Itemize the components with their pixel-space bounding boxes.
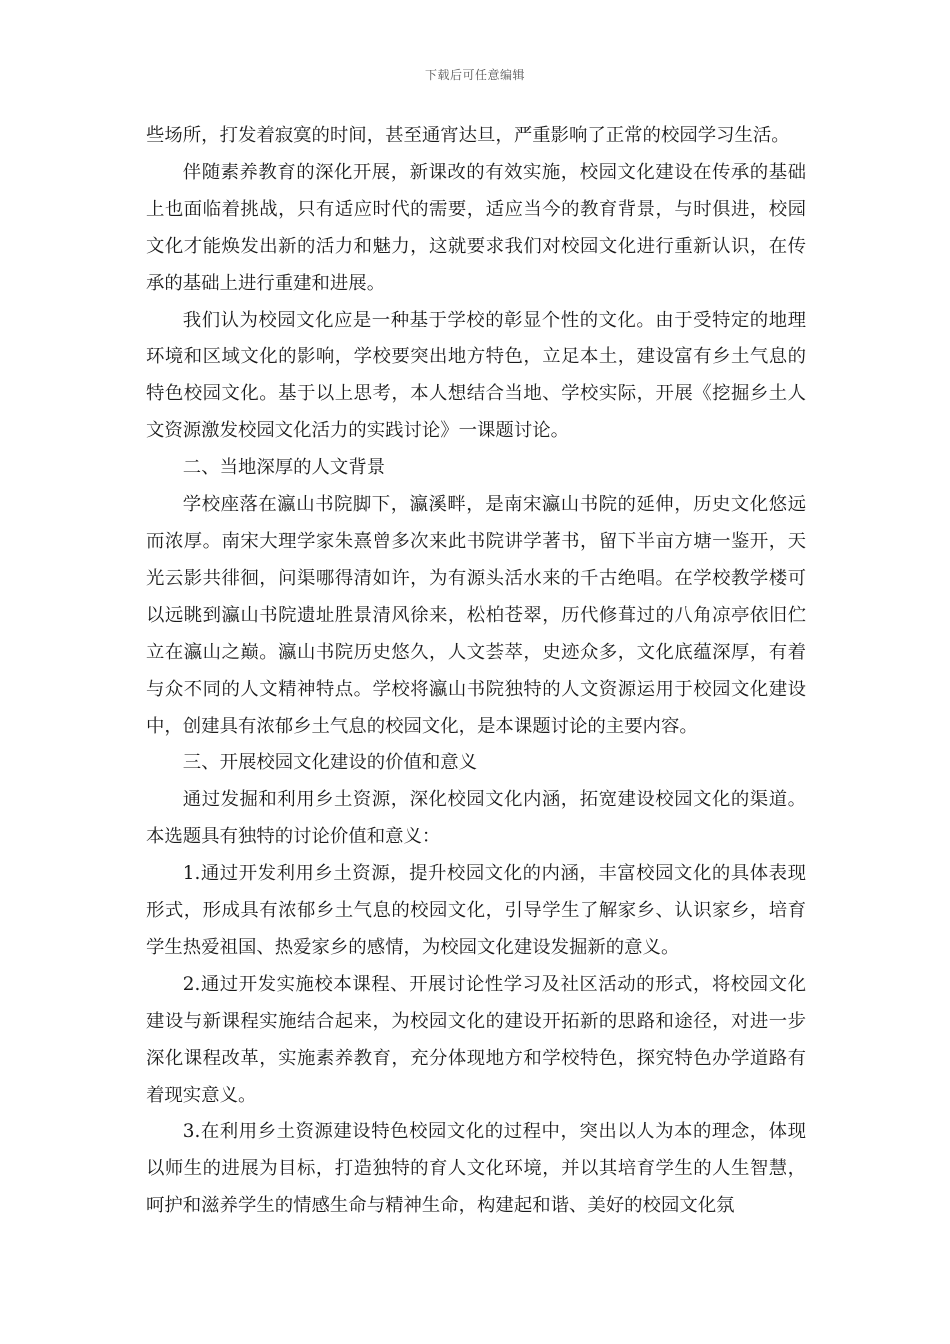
paragraph: 通过发掘和利用乡土资源，深化校园文化内涵，拓宽建设校园文化的渠道。本选题具有独特的讨论价值和意义： xyxy=(146,789,806,848)
paragraph: 伴随素养教育的深化开展，新课改的有效实施，校园文化建设在传承的基础上也面临着挑战，只有适应时代的需要，适应当今的教育背景，与时俱进，校园文化才能焕发出新的活力和魅力，这就要求我们对校园文化进行重新认识，在传承的基础上进行重建和进展。 xyxy=(146,161,806,294)
paragraph: 学校座落在瀛山书院脚下，瀛溪畔，是南宋瀛山书院的延伸，历史文化悠远而浓厚。南宋大理学家朱熹曾多次来此书院讲学著书，留下半亩方塘一鉴开，天光云影共徘徊，问渠哪得清如许，为有源头活水来的千古绝唱。在学校教学楼可以远眺到瀛山书院遗址胜景清风徐来，松柏苍翠，历代修葺过的八角凉亭依旧伫立在瀛山之巅。瀛山书院历史悠久，人文荟萃，史迹众多，文化底蕴深厚，有着与众不同的人文精神特点。学校将瀛山书院独特的人文资源运用于校园文化建设中，创建具有浓郁乡土气息的校园文化，是本课题讨论的主要内容。 xyxy=(146,494,806,737)
list-item: 1.通过开发利用乡土资源，提升校园文化的内涵，丰富校园文化的具体表现形式，形成具有浓郁乡土气息的校园文化，引导学生了解家乡、认识家乡，培育学生热爱祖国、热爱家乡的感情，为校园文化建设发掘新的意义。 xyxy=(146,863,806,958)
document-body xyxy=(146,118,806,1225)
paragraph-continuation: 些场所，打发着寂寞的时间，甚至通宵达旦，严重影响了正常的校园学习生活。 xyxy=(146,125,790,146)
list-item: 3.在利用乡土资源建设特色校园文化的过程中，突出以人为本的理念，体现以师生的进展为目标，打造独特的育人文化环境，并以其培育学生的人生智慧，呵护和滋养学生的情感生命与精神生命，构建起和谐、美好的校园文化氛 xyxy=(146,1121,806,1217)
section-heading: 二、当地深厚的人文背景 xyxy=(182,457,386,479)
page-header: 下载后可任意编辑 xyxy=(424,68,525,82)
list-item: 2.通过开发实施校本课程、开展讨论性学习及社区活动的形式，将校园文化建设与新课程实施结合起来，为校园文化的建设开拓新的思路和途径，对进一步深化课程改革，实施素养教育，充分体现地方和学校特色，探究特色办学道路有着现实意义。 xyxy=(146,973,806,1106)
section-heading: 三、开展校园文化建设的价值和意义 xyxy=(182,752,478,774)
paragraph: 我们认为校园文化应是一种基于学校的彰显个性的文化。由于受特定的地理环境和区域文化的影响，学校要突出地方特色，立足本土，建设富有乡土气息的特色校园文化。基于以上思考，本人想结合当地、学校实际，开展《挖掘乡土人文资源激发校园文化活力的实践讨论》一课题讨论。 xyxy=(146,309,806,442)
